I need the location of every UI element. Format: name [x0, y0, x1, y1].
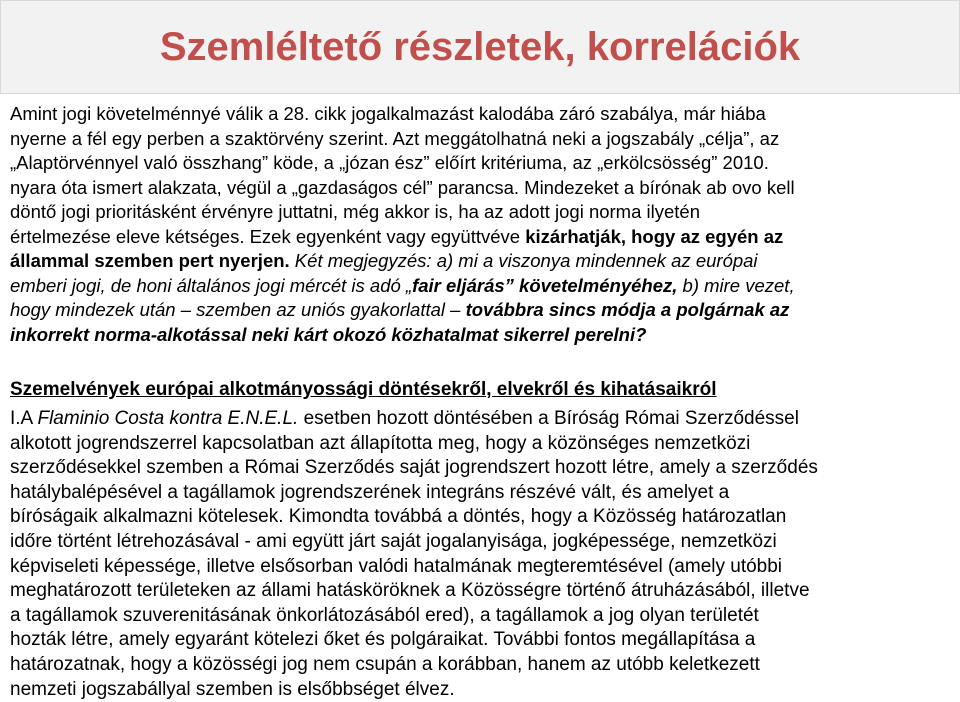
page-title: Szemléltető részletek, korrelációk	[159, 25, 801, 69]
text-line	[10, 298, 956, 323]
text-line: időre történt létrehozásával - ami együtt járt saját jogalanyisága, jogképessége, nemzetközi	[10, 530, 777, 552]
title-banner	[0, 0, 960, 94]
text-run: esetben hozott döntésében a Bíróság Római Szerződéssel	[298, 408, 799, 429]
text-line: Amint jogi követelménnyé válik a 28. cikk jogalkalmazást kalodába záró szabálya, már hiába	[10, 103, 766, 124]
text-line: „Alaptörvénnyel való összhang” köde, a „józan ész” előírt kritériuma, az „erkölcsösség” 2010.	[10, 152, 769, 173]
italic-text-run: emberi jogi, de honi általános jogi mércét is adó „	[10, 274, 413, 296]
text-line	[10, 323, 956, 348]
text-line: meghatározott területeken az állami hatásköröknek a Közösségre történő átruházásából, illetve	[10, 580, 810, 602]
text-line: szerződésekkel szemben a Római Szerződés saját jogrendszert hozott létre, amely a szerződés	[10, 457, 818, 479]
text-line: bíróságaik alkalmazni kötelesek. Kimondta továbbá a döntés, hogy a Közösség határozatlan	[10, 506, 787, 528]
bold-italic-text-run: fair eljárás” követelményéhez,	[412, 274, 678, 296]
section-heading: Szemelvények európai alkotmányossági döntésekről, elvekről és kihatásaikról	[10, 379, 717, 400]
text-line	[10, 407, 956, 432]
italic-text-run: hogy mindezek után – szemben az uniós gyakorlattal –	[10, 299, 466, 320]
text-line: határozatnak, hogy a közösségi jog nem csupán a korábban, hanem az utóbb keletkezett	[10, 653, 760, 675]
text-line: nyara óta ismert alakzata, végül a „gazdaságos cél” parancsa. Mindezeket a bírónak ab ovo kell	[10, 176, 795, 198]
paragraph-2	[10, 407, 956, 702]
text-run: I.A	[10, 408, 38, 429]
paragraph-1	[10, 102, 956, 347]
italic-text-run: b) mire vezet,	[677, 274, 795, 296]
text-line: hozták létre, amely egyaránt kötelezi őket és polgáraikat. További fontos megállapítása a	[10, 629, 756, 651]
text-line: a tagállamok szuverenitásának önkorlátozásából ered), a tagállamok a jog olyan területét	[10, 604, 759, 626]
text-line: nemzeti jogszabállyal szemben is elsőbbséget élvez.	[10, 678, 455, 700]
text-line: döntő jogi prioritásként érvényre juttatni, még akkor is, ha az adott jogi norma ilyetén	[10, 201, 701, 222]
bold-italic-text-run: inkorrekt norma-alkotással neki kárt okozó közhatalmat sikerrel perelni?	[10, 323, 647, 345]
text-run: értelmezése eleve kétséges. Ezek egyenként vagy együttvéve	[10, 225, 526, 247]
text-line	[10, 249, 956, 274]
text-line	[10, 274, 956, 299]
bold-italic-text-run: továbbra sincs módja a polgárnak az	[465, 299, 790, 320]
bold-text-run: kizárhatják, hogy az egyén az	[525, 225, 784, 247]
case-name: Flaminio Costa kontra E.N.E.L.	[37, 408, 299, 429]
italic-text-run: Két megjegyzés: a) mi a viszonya mindennek az európai	[289, 250, 758, 271]
text-line	[10, 225, 956, 250]
text-line: nyerne a fél egy perben a szaktörvény szerint. Azt meggátolhatná neki a jogszabály „célja”, az	[10, 127, 780, 149]
bold-text-run: állammal szemben pert nyerjen.	[10, 250, 290, 271]
text-line: képviseleti képessége, illetve elsősorban valódi hatalmának megteremtésével (amely utóbbi	[10, 555, 783, 577]
text-line: alkotott jogrendszerrel kapcsolatban azt állapította meg, hogy a közönséges nemzetközi	[10, 432, 751, 454]
text-line: hatálybalépésével a tagállamok jogrendszerének integráns részévé vált, és amelyet a	[10, 481, 730, 503]
